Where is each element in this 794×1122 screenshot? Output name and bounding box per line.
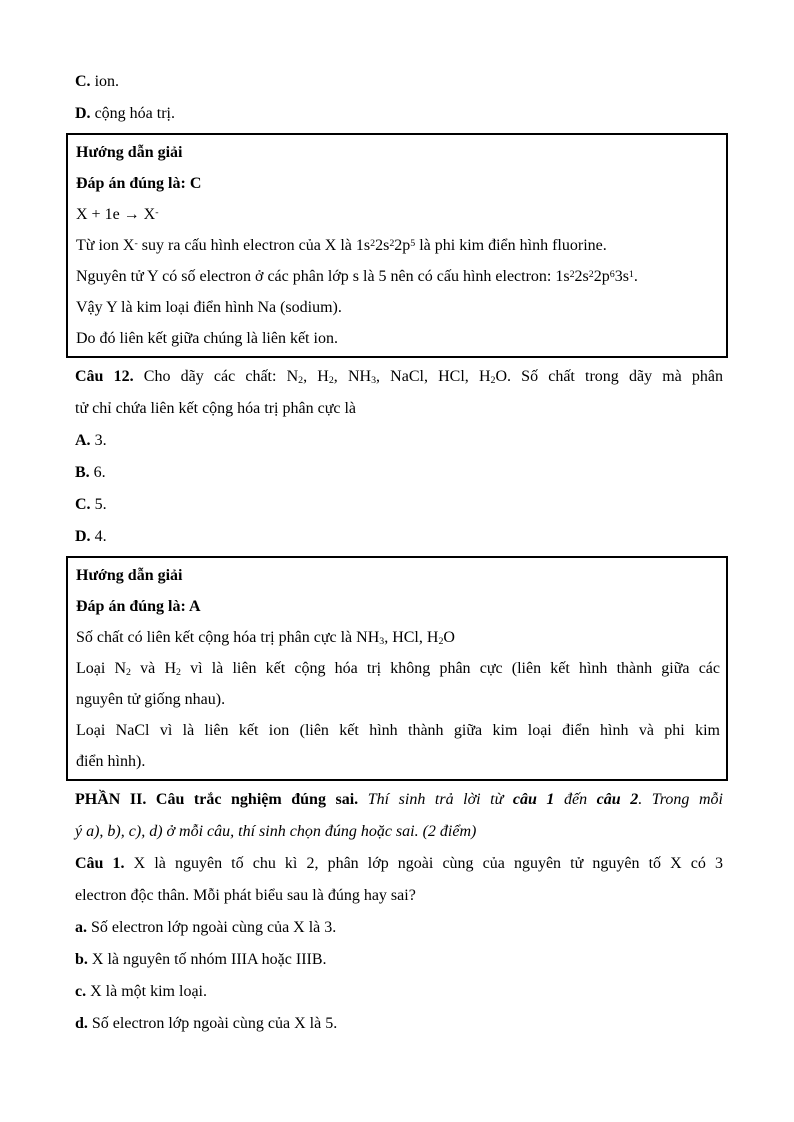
solution-line — [76, 292, 720, 323]
subscript-text: 3 — [379, 636, 385, 648]
part-2-heading — [66, 784, 728, 848]
text-line — [76, 230, 720, 261]
text-run: đến — [554, 791, 597, 808]
text-run: C. — [75, 496, 91, 513]
solution-line — [76, 622, 720, 653]
text-run: O — [443, 629, 455, 646]
text-line — [76, 168, 720, 199]
statement-d — [66, 1008, 728, 1040]
text-line — [75, 848, 723, 880]
text-run: 3s — [614, 268, 629, 285]
text-run: , NaCl, HCl, H — [376, 368, 491, 385]
solution-line — [76, 323, 720, 354]
text-run: 4. — [90, 528, 107, 545]
text-run: Vậy Y là kim loại điển hình Na (sodium). — [76, 299, 342, 316]
text-run: Hướng dẫn giải — [76, 144, 183, 161]
answer-option-c — [66, 66, 728, 98]
text-run: a. — [75, 919, 87, 936]
answer-option-d — [66, 98, 728, 130]
text-run: nguyên tử giống nhau). — [76, 691, 226, 708]
text-run: Từ ion X — [76, 237, 135, 254]
superscript-text: 5 — [410, 237, 416, 249]
subscript-text: 2 — [328, 375, 334, 387]
text-line — [75, 425, 723, 457]
text-run: , H — [303, 368, 329, 385]
solution-heading — [76, 137, 720, 168]
text-line — [76, 560, 720, 591]
subscript-text: 2 — [298, 375, 304, 387]
text-run: X là một kim loại. — [86, 983, 207, 1000]
text-run: B. — [75, 464, 90, 481]
text-line — [75, 912, 723, 944]
text-run: Số chất có liên kết cộng hóa trị phân cực là NH — [76, 629, 380, 646]
subscript-text: 3 — [371, 375, 377, 387]
text-run: ý a), b), c), d) ở mỗi câu, thí sinh chọn đúng hoặc sai. (2 điểm) — [75, 823, 477, 840]
solution-box-question-12 — [66, 556, 728, 781]
solution-line — [76, 199, 720, 230]
text-run — [358, 791, 368, 808]
text-run: electron độc thân. Mỗi phát biểu sau là đúng hay sai? — [75, 887, 416, 904]
text-line — [75, 521, 723, 553]
text-run: D. — [75, 105, 91, 122]
subscript-text: 2 — [176, 667, 181, 679]
text-line — [75, 457, 723, 489]
solution-line — [76, 715, 720, 777]
text-run: Số electron lớp ngoài cùng của X là 5. — [87, 1015, 338, 1032]
text-run: ion. — [90, 73, 120, 90]
text-line — [75, 880, 723, 912]
text-line — [76, 746, 720, 777]
text-line — [75, 361, 723, 393]
text-line — [75, 784, 723, 816]
text-run: là phi kim điển hình fluorine. — [415, 237, 607, 254]
text-run: câu 2 — [596, 791, 639, 808]
text-line — [76, 715, 720, 746]
answer-option-c — [66, 489, 728, 521]
text-line — [75, 489, 723, 521]
text-line — [76, 591, 720, 622]
text-run: Đáp án đúng là: A — [76, 598, 201, 615]
text-run: Cho dãy các chất: N — [133, 368, 299, 385]
solution-box-question-11 — [66, 133, 728, 358]
text-run: 2s — [574, 268, 589, 285]
text-run: Loại N — [76, 660, 127, 677]
subscript-text: 2 — [438, 636, 444, 648]
text-line — [76, 292, 720, 323]
superscript-text: 2 — [370, 237, 376, 249]
subscript-text: 2 — [126, 667, 131, 679]
text-line — [75, 944, 723, 976]
text-run: X là nguyên tố nhóm IIIA hoặc IIIB. — [87, 951, 327, 968]
text-run: D. — [75, 528, 91, 545]
text-run: PHẦN II. Câu trắc nghiệm đúng sai. — [75, 791, 359, 808]
text-run: điển hình). — [76, 753, 146, 770]
text-line — [76, 684, 720, 715]
statement-b — [66, 944, 728, 976]
text-line — [75, 98, 723, 130]
text-run: X + 1e → X — [76, 206, 156, 223]
superscript-text: 2 — [569, 268, 575, 280]
text-line — [76, 137, 720, 168]
question-12-text — [66, 361, 728, 425]
text-run: Câu 12. — [75, 368, 134, 385]
solution-line — [76, 653, 720, 715]
text-run: X là nguyên tố chu kì 2, phân lớp ngoài cùng của nguyên tử nguyên tố X có 3 — [124, 855, 723, 872]
document-content — [66, 66, 728, 1040]
text-run: 6. — [89, 464, 106, 481]
subscript-text: 2 — [490, 375, 496, 387]
text-run: suy ra cấu hình electron của X là 1s — [137, 237, 371, 254]
solution-line — [76, 230, 720, 261]
text-line — [76, 261, 720, 292]
answer-option-b — [66, 457, 728, 489]
text-run: vì là liên kết cộng hóa trị không phân cực (liên kết hình thành giữa các — [180, 660, 721, 677]
text-run: cộng hóa trị. — [90, 105, 175, 122]
answer-option-a — [66, 425, 728, 457]
text-run: . — [633, 268, 638, 285]
question-1-text — [66, 848, 728, 912]
text-run: , HCl, H — [384, 629, 439, 646]
text-run: Số electron lớp ngoài cùng của X là 3. — [87, 919, 337, 936]
solution-heading — [76, 560, 720, 591]
text-line — [75, 976, 723, 1008]
text-run: Loại NaCl vì là liên kết ion (liên kết hình thành giữa kim loại điển hình và phi kim — [76, 722, 720, 739]
answer-option-d — [66, 521, 728, 553]
solution-line — [76, 261, 720, 292]
text-run: . Trong mỗi — [638, 791, 723, 808]
superscript-text: 2 — [389, 237, 395, 249]
text-line — [76, 323, 720, 354]
text-run: tử chỉ chứa liên kết cộng hóa trị phân cực là — [75, 400, 357, 417]
text-run: Câu 1. — [75, 855, 125, 872]
superscript-text: 6 — [609, 268, 615, 280]
text-line — [75, 393, 723, 425]
text-run: và H — [131, 660, 176, 677]
text-run: c. — [75, 983, 87, 1000]
text-run: Đáp án đúng là: C — [76, 175, 202, 192]
text-line — [75, 1008, 723, 1040]
text-run: O. Số chất trong dãy mà phân — [495, 368, 724, 385]
statement-a — [66, 912, 728, 944]
text-line — [76, 653, 720, 684]
text-run: 3. — [90, 432, 107, 449]
text-run: 2s — [375, 237, 390, 254]
text-run: 2p — [394, 237, 411, 254]
superscript-text: 1 — [628, 268, 634, 280]
text-run: Nguyên tử Y có số electron ở các phân lớp s là 5 nên có cấu hình electron: 1s — [76, 268, 570, 285]
text-run: , NH — [333, 368, 372, 385]
statement-c — [66, 976, 728, 1008]
text-line — [75, 816, 723, 848]
superscript-text: - — [134, 237, 138, 249]
text-run: câu 1 — [512, 791, 555, 808]
text-run: A. — [75, 432, 91, 449]
text-run: 5. — [90, 496, 107, 513]
superscript-text: - — [155, 206, 159, 218]
text-line — [75, 66, 723, 98]
correct-answer-line — [76, 591, 720, 622]
text-run: Do đó liên kết giữa chúng là liên kết ion. — [76, 330, 338, 347]
correct-answer-line — [76, 168, 720, 199]
text-line — [76, 622, 720, 653]
text-run: Thí sinh trả lời từ — [367, 791, 513, 808]
superscript-text: 2 — [588, 268, 594, 280]
text-run: d. — [75, 1015, 88, 1032]
text-line — [76, 199, 720, 230]
text-run: b. — [75, 951, 88, 968]
text-run: C. — [75, 73, 91, 90]
text-run: Hướng dẫn giải — [76, 567, 183, 584]
text-run: 2p — [593, 268, 610, 285]
